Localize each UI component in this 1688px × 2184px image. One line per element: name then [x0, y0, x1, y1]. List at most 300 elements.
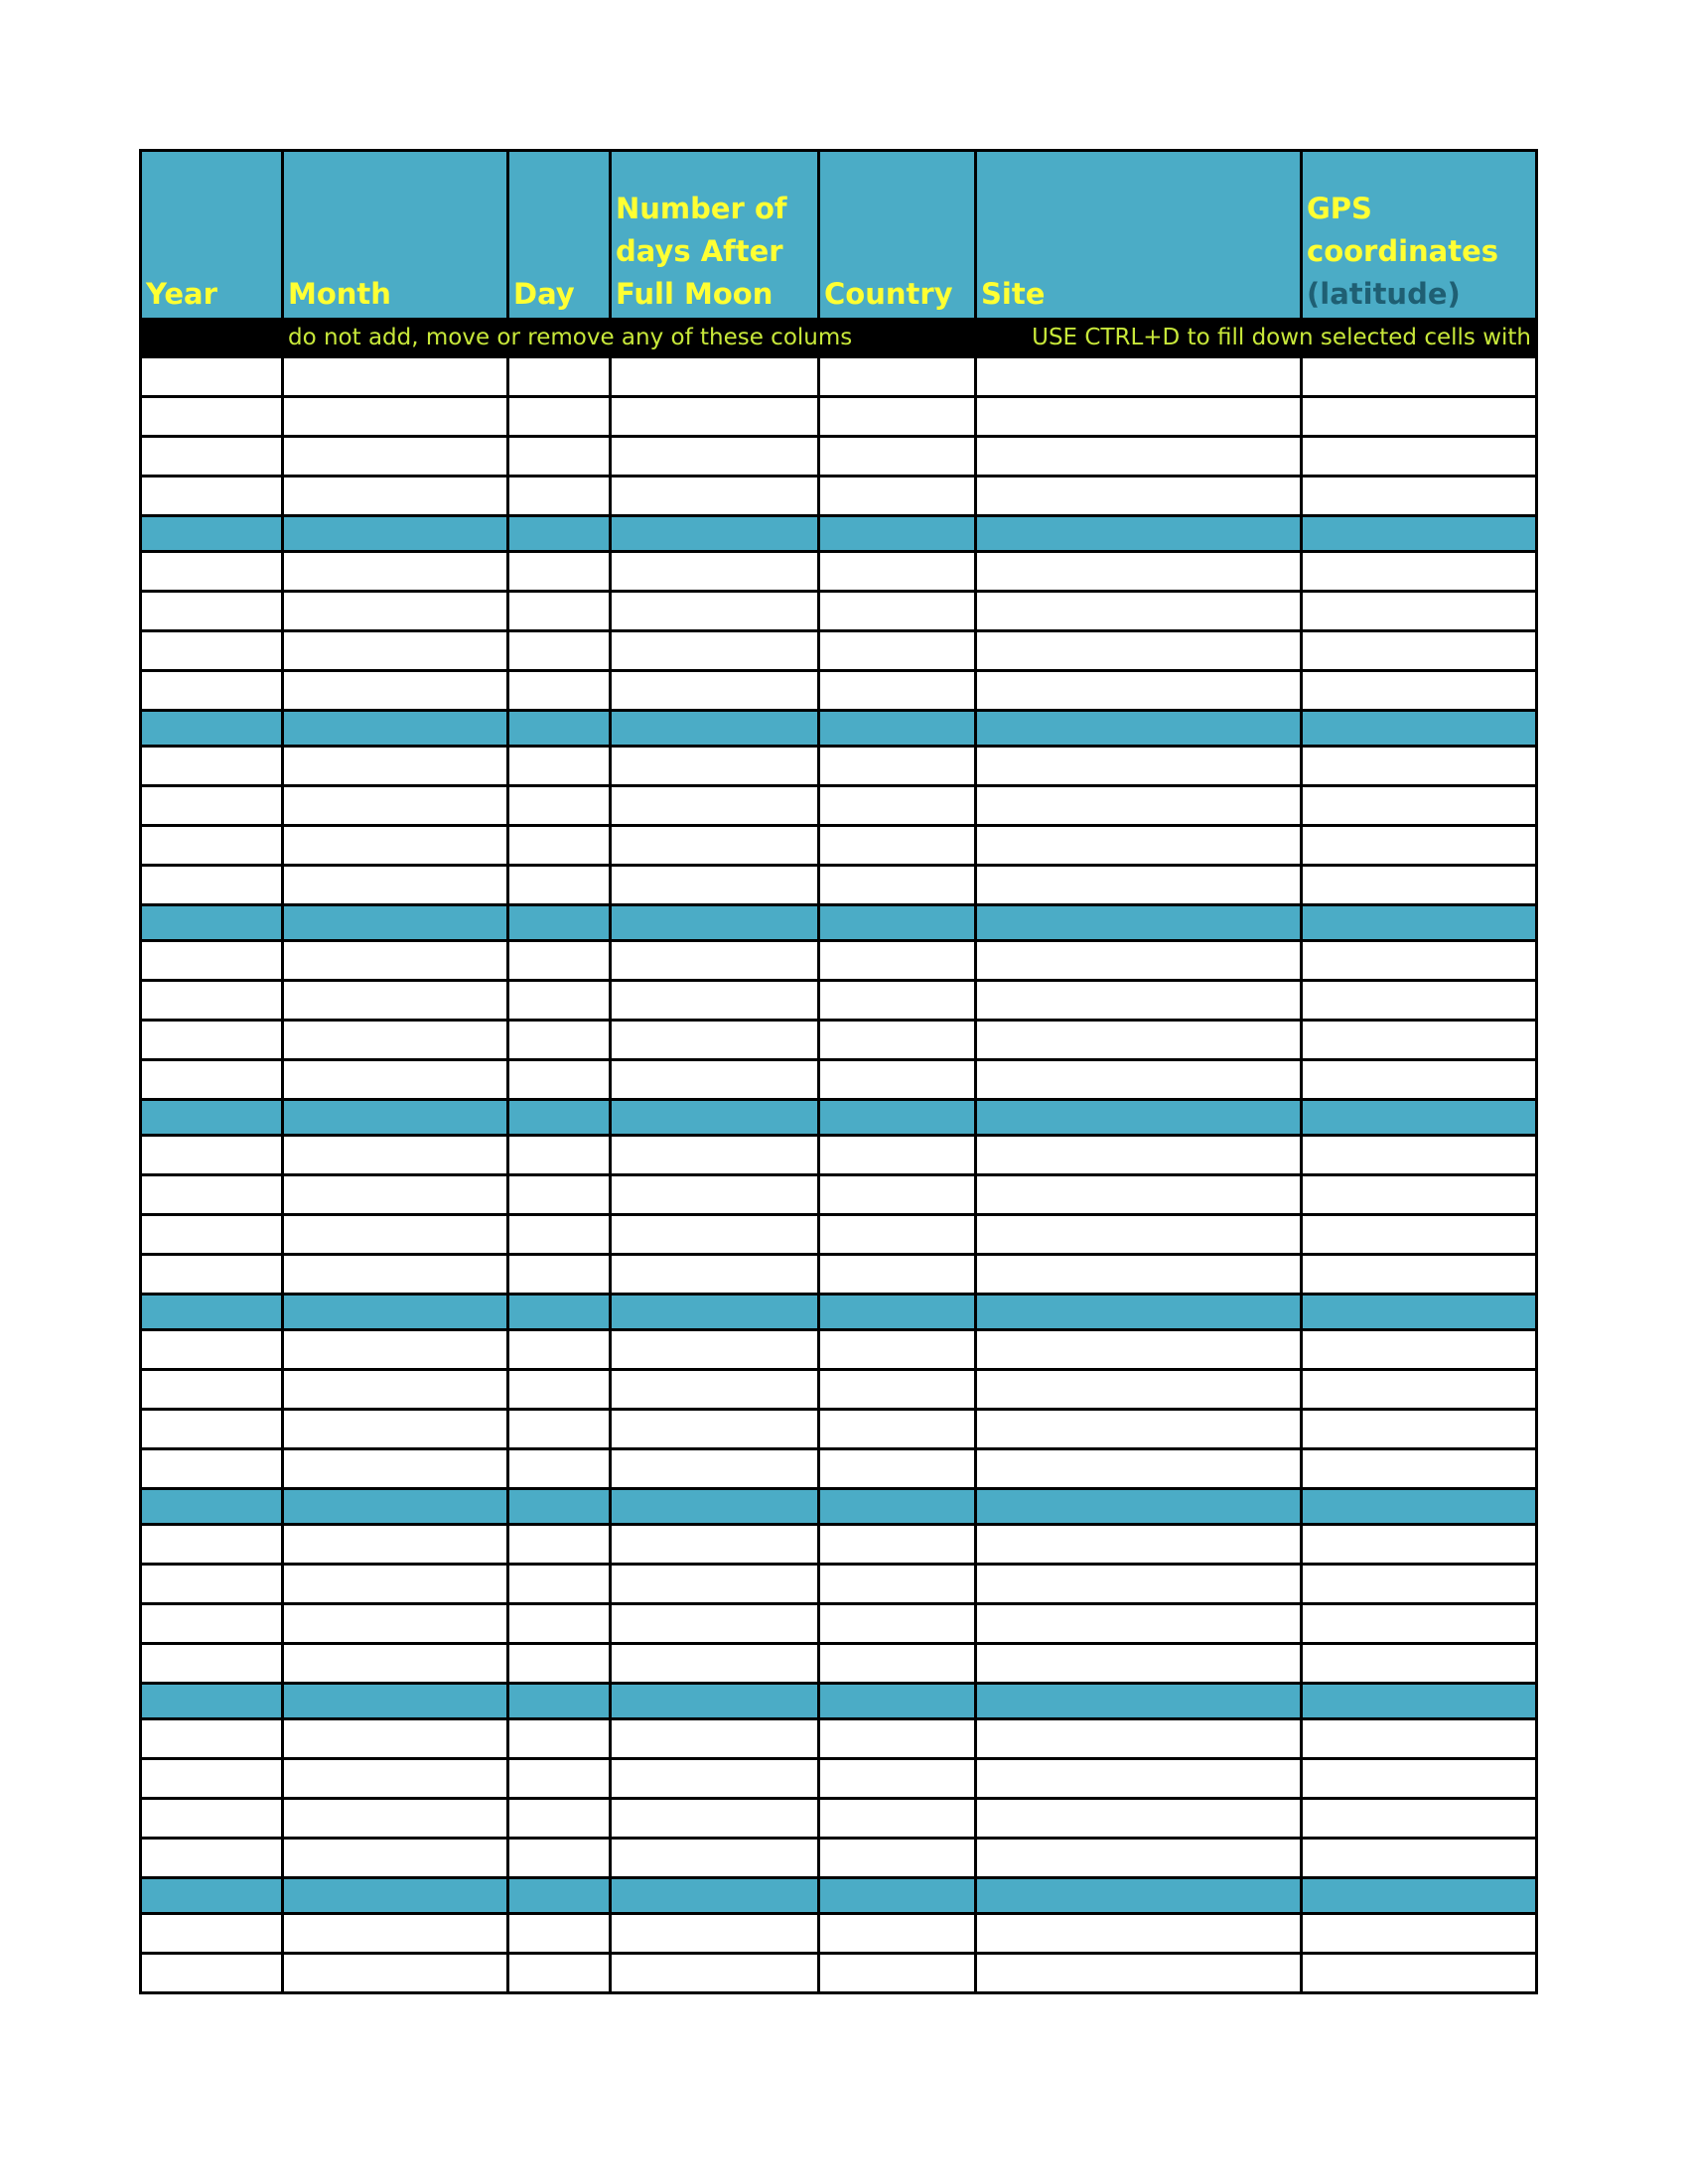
input-cell-day[interactable] — [508, 747, 611, 786]
input-cell-day[interactable] — [508, 552, 611, 592]
input-cell-gps[interactable] — [1302, 1410, 1537, 1449]
header-year[interactable]: Year — [141, 151, 283, 320]
input-cell-month[interactable] — [283, 1175, 508, 1215]
input-cell-month[interactable] — [283, 1644, 508, 1684]
input-cell-year[interactable] — [141, 1136, 283, 1175]
separator-cell-year[interactable] — [141, 1684, 283, 1719]
input-cell-country[interactable] — [819, 592, 976, 631]
input-cell-gps[interactable] — [1302, 631, 1537, 671]
input-cell-year[interactable] — [141, 1914, 283, 1954]
input-cell-site[interactable] — [976, 1449, 1302, 1489]
input-cell-gps[interactable] — [1302, 1565, 1537, 1604]
input-cell-month[interactable] — [283, 981, 508, 1021]
input-cell-year[interactable] — [141, 437, 283, 477]
input-cell-month[interactable] — [283, 1060, 508, 1100]
input-cell-country[interactable] — [819, 1370, 976, 1410]
input-cell-site[interactable] — [976, 1175, 1302, 1215]
input-cell-site[interactable] — [976, 631, 1302, 671]
input-cell-year[interactable] — [141, 1175, 283, 1215]
separator-cell-country[interactable] — [819, 711, 976, 747]
input-cell-day[interactable] — [508, 477, 611, 516]
input-cell-gps[interactable] — [1302, 1719, 1537, 1759]
input-cell-month[interactable] — [283, 941, 508, 981]
input-cell-gps[interactable] — [1302, 1021, 1537, 1060]
input-cell-day[interactable] — [508, 1410, 611, 1449]
input-cell-days-after-full-moon[interactable] — [611, 1136, 819, 1175]
separator-cell-day[interactable] — [508, 516, 611, 552]
input-cell-country[interactable] — [819, 437, 976, 477]
input-cell-month[interactable] — [283, 1021, 508, 1060]
separator-cell-site[interactable] — [976, 1100, 1302, 1136]
input-cell-site[interactable] — [976, 786, 1302, 826]
input-cell-month[interactable] — [283, 1410, 508, 1449]
input-cell-days-after-full-moon[interactable] — [611, 1021, 819, 1060]
separator-cell-year[interactable] — [141, 516, 283, 552]
input-cell-days-after-full-moon[interactable] — [611, 1255, 819, 1295]
separator-cell-country[interactable] — [819, 1684, 976, 1719]
input-cell-year[interactable] — [141, 397, 283, 437]
input-cell-gps[interactable] — [1302, 826, 1537, 866]
input-cell-country[interactable] — [819, 477, 976, 516]
input-cell-gps[interactable] — [1302, 357, 1537, 397]
input-cell-year[interactable] — [141, 1330, 283, 1370]
input-cell-country[interactable] — [819, 1060, 976, 1100]
input-cell-gps[interactable] — [1302, 1370, 1537, 1410]
separator-cell-month[interactable] — [283, 711, 508, 747]
input-cell-year[interactable] — [141, 1604, 283, 1644]
input-cell-days-after-full-moon[interactable] — [611, 631, 819, 671]
header-month[interactable]: Month — [283, 151, 508, 320]
input-cell-country[interactable] — [819, 1525, 976, 1565]
input-cell-month[interactable] — [283, 1604, 508, 1644]
input-cell-day[interactable] — [508, 1449, 611, 1489]
separator-cell-gps[interactable] — [1302, 1295, 1537, 1330]
input-cell-month[interactable] — [283, 631, 508, 671]
input-cell-site[interactable] — [976, 1799, 1302, 1839]
input-cell-days-after-full-moon[interactable] — [611, 981, 819, 1021]
input-cell-month[interactable] — [283, 866, 508, 905]
input-cell-month[interactable] — [283, 1839, 508, 1878]
separator-cell-country[interactable] — [819, 1100, 976, 1136]
input-cell-site[interactable] — [976, 1410, 1302, 1449]
input-cell-year[interactable] — [141, 1370, 283, 1410]
input-cell-year[interactable] — [141, 866, 283, 905]
input-cell-year[interactable] — [141, 1215, 283, 1255]
input-cell-gps[interactable] — [1302, 1060, 1537, 1100]
input-cell-day[interactable] — [508, 1175, 611, 1215]
input-cell-gps[interactable] — [1302, 592, 1537, 631]
input-cell-day[interactable] — [508, 671, 611, 711]
separator-cell-country[interactable] — [819, 1878, 976, 1914]
note-cell-year[interactable] — [141, 320, 283, 357]
separator-cell-site[interactable] — [976, 1684, 1302, 1719]
input-cell-country[interactable] — [819, 981, 976, 1021]
input-cell-days-after-full-moon[interactable] — [611, 1525, 819, 1565]
input-cell-year[interactable] — [141, 981, 283, 1021]
input-cell-day[interactable] — [508, 1525, 611, 1565]
input-cell-year[interactable] — [141, 1021, 283, 1060]
separator-cell-month[interactable] — [283, 1100, 508, 1136]
input-cell-days-after-full-moon[interactable] — [611, 1799, 819, 1839]
input-cell-year[interactable] — [141, 1839, 283, 1878]
input-cell-gps[interactable] — [1302, 747, 1537, 786]
input-cell-year[interactable] — [141, 671, 283, 711]
input-cell-days-after-full-moon[interactable] — [611, 786, 819, 826]
input-cell-day[interactable] — [508, 1719, 611, 1759]
input-cell-day[interactable] — [508, 1215, 611, 1255]
separator-cell-gps[interactable] — [1302, 1489, 1537, 1525]
input-cell-gps[interactable] — [1302, 1330, 1537, 1370]
input-cell-site[interactable] — [976, 1021, 1302, 1060]
note-cell-month[interactable] — [283, 320, 853, 357]
input-cell-country[interactable] — [819, 1215, 976, 1255]
separator-cell-gps[interactable] — [1302, 516, 1537, 552]
input-cell-day[interactable] — [508, 1060, 611, 1100]
input-cell-gps[interactable] — [1302, 671, 1537, 711]
separator-cell-day[interactable] — [508, 1684, 611, 1719]
input-cell-day[interactable] — [508, 592, 611, 631]
input-cell-year[interactable] — [141, 1954, 283, 1993]
input-cell-month[interactable] — [283, 1565, 508, 1604]
input-cell-month[interactable] — [283, 357, 508, 397]
input-cell-days-after-full-moon[interactable] — [611, 552, 819, 592]
input-cell-month[interactable] — [283, 786, 508, 826]
input-cell-days-after-full-moon[interactable] — [611, 1839, 819, 1878]
input-cell-month[interactable] — [283, 397, 508, 437]
input-cell-days-after-full-moon[interactable] — [611, 866, 819, 905]
input-cell-day[interactable] — [508, 1644, 611, 1684]
input-cell-days-after-full-moon[interactable] — [611, 1449, 819, 1489]
input-cell-country[interactable] — [819, 1136, 976, 1175]
input-cell-month[interactable] — [283, 1215, 508, 1255]
input-cell-site[interactable] — [976, 866, 1302, 905]
input-cell-country[interactable] — [819, 1759, 976, 1799]
input-cell-site[interactable] — [976, 1330, 1302, 1370]
input-cell-days-after-full-moon[interactable] — [611, 1215, 819, 1255]
input-cell-gps[interactable] — [1302, 1449, 1537, 1489]
input-cell-site[interactable] — [976, 1060, 1302, 1100]
input-cell-gps[interactable] — [1302, 1914, 1537, 1954]
separator-cell-days-after-full-moon[interactable] — [611, 905, 819, 941]
input-cell-days-after-full-moon[interactable] — [611, 592, 819, 631]
input-cell-days-after-full-moon[interactable] — [611, 1370, 819, 1410]
input-cell-year[interactable] — [141, 552, 283, 592]
input-cell-site[interactable] — [976, 357, 1302, 397]
input-cell-country[interactable] — [819, 1565, 976, 1604]
input-cell-country[interactable] — [819, 866, 976, 905]
input-cell-gps[interactable] — [1302, 941, 1537, 981]
input-cell-country[interactable] — [819, 1255, 976, 1295]
input-cell-year[interactable] — [141, 941, 283, 981]
input-cell-gps[interactable] — [1302, 866, 1537, 905]
input-cell-month[interactable] — [283, 437, 508, 477]
input-cell-day[interactable] — [508, 1565, 611, 1604]
input-cell-gps[interactable] — [1302, 1525, 1537, 1565]
input-cell-year[interactable] — [141, 1449, 283, 1489]
separator-cell-days-after-full-moon[interactable] — [611, 1684, 819, 1719]
separator-cell-month[interactable] — [283, 1295, 508, 1330]
separator-cell-days-after-full-moon[interactable] — [611, 1100, 819, 1136]
input-cell-country[interactable] — [819, 552, 976, 592]
input-cell-month[interactable] — [283, 1719, 508, 1759]
input-cell-site[interactable] — [976, 477, 1302, 516]
input-cell-month[interactable] — [283, 1759, 508, 1799]
separator-cell-site[interactable] — [976, 1489, 1302, 1525]
input-cell-gps[interactable] — [1302, 477, 1537, 516]
separator-cell-site[interactable] — [976, 711, 1302, 747]
input-cell-days-after-full-moon[interactable] — [611, 671, 819, 711]
input-cell-year[interactable] — [141, 631, 283, 671]
input-cell-gps[interactable] — [1302, 981, 1537, 1021]
header-gps-coordinates[interactable] — [1302, 151, 1537, 320]
input-cell-month[interactable] — [283, 1255, 508, 1295]
input-cell-day[interactable] — [508, 1330, 611, 1370]
separator-cell-year[interactable] — [141, 1295, 283, 1330]
input-cell-site[interactable] — [976, 397, 1302, 437]
input-cell-month[interactable] — [283, 1449, 508, 1489]
input-cell-gps[interactable] — [1302, 1799, 1537, 1839]
input-cell-day[interactable] — [508, 941, 611, 981]
input-cell-gps[interactable] — [1302, 1604, 1537, 1644]
input-cell-site[interactable] — [976, 1136, 1302, 1175]
input-cell-gps[interactable] — [1302, 552, 1537, 592]
input-cell-day[interactable] — [508, 1799, 611, 1839]
input-cell-year[interactable] — [141, 786, 283, 826]
input-cell-country[interactable] — [819, 1021, 976, 1060]
input-cell-country[interactable] — [819, 631, 976, 671]
input-cell-days-after-full-moon[interactable] — [611, 1759, 819, 1799]
input-cell-site[interactable] — [976, 592, 1302, 631]
input-cell-year[interactable] — [141, 1255, 283, 1295]
separator-cell-day[interactable] — [508, 711, 611, 747]
separator-cell-site[interactable] — [976, 1878, 1302, 1914]
separator-cell-site[interactable] — [976, 905, 1302, 941]
header-site[interactable]: Site — [976, 151, 1302, 320]
input-cell-year[interactable] — [141, 826, 283, 866]
separator-cell-gps[interactable] — [1302, 1878, 1537, 1914]
input-cell-month[interactable] — [283, 592, 508, 631]
input-cell-days-after-full-moon[interactable] — [611, 1954, 819, 1993]
input-cell-site[interactable] — [976, 1604, 1302, 1644]
input-cell-days-after-full-moon[interactable] — [611, 1565, 819, 1604]
input-cell-year[interactable] — [141, 357, 283, 397]
input-cell-days-after-full-moon[interactable] — [611, 1604, 819, 1644]
separator-cell-country[interactable] — [819, 905, 976, 941]
input-cell-year[interactable] — [141, 1719, 283, 1759]
input-cell-country[interactable] — [819, 826, 976, 866]
header-country[interactable]: Country — [819, 151, 976, 320]
separator-cell-gps[interactable] — [1302, 711, 1537, 747]
input-cell-site[interactable] — [976, 1644, 1302, 1684]
input-cell-country[interactable] — [819, 1799, 976, 1839]
input-cell-country[interactable] — [819, 1644, 976, 1684]
input-cell-country[interactable] — [819, 1449, 976, 1489]
separator-cell-month[interactable] — [283, 516, 508, 552]
input-cell-day[interactable] — [508, 981, 611, 1021]
input-cell-day[interactable] — [508, 397, 611, 437]
input-cell-site[interactable] — [976, 1954, 1302, 1993]
input-cell-days-after-full-moon[interactable] — [611, 1719, 819, 1759]
input-cell-country[interactable] — [819, 1604, 976, 1644]
input-cell-country[interactable] — [819, 747, 976, 786]
input-cell-day[interactable] — [508, 1370, 611, 1410]
input-cell-day[interactable] — [508, 866, 611, 905]
input-cell-month[interactable] — [283, 1954, 508, 1993]
input-cell-year[interactable] — [141, 1525, 283, 1565]
input-cell-country[interactable] — [819, 1175, 976, 1215]
separator-cell-year[interactable] — [141, 1878, 283, 1914]
separator-cell-year[interactable] — [141, 711, 283, 747]
input-cell-days-after-full-moon[interactable] — [611, 747, 819, 786]
input-cell-gps[interactable] — [1302, 786, 1537, 826]
input-cell-month[interactable] — [283, 552, 508, 592]
separator-cell-day[interactable] — [508, 1878, 611, 1914]
header-days-after-full-moon[interactable]: Number of days After Full Moon — [611, 151, 819, 320]
input-cell-days-after-full-moon[interactable] — [611, 477, 819, 516]
separator-cell-month[interactable] — [283, 1489, 508, 1525]
input-cell-site[interactable] — [976, 1370, 1302, 1410]
separator-cell-year[interactable] — [141, 1489, 283, 1525]
separator-cell-days-after-full-moon[interactable] — [611, 711, 819, 747]
input-cell-site[interactable] — [976, 1839, 1302, 1878]
input-cell-country[interactable] — [819, 1839, 976, 1878]
input-cell-gps[interactable] — [1302, 1136, 1537, 1175]
separator-cell-gps[interactable] — [1302, 1100, 1537, 1136]
separator-cell-days-after-full-moon[interactable] — [611, 1878, 819, 1914]
input-cell-day[interactable] — [508, 1954, 611, 1993]
separator-cell-day[interactable] — [508, 1295, 611, 1330]
input-cell-days-after-full-moon[interactable] — [611, 437, 819, 477]
separator-cell-days-after-full-moon[interactable] — [611, 1489, 819, 1525]
input-cell-year[interactable] — [141, 747, 283, 786]
input-cell-year[interactable] — [141, 477, 283, 516]
separator-cell-month[interactable] — [283, 1684, 508, 1719]
header-day[interactable]: Day — [508, 151, 611, 320]
input-cell-year[interactable] — [141, 1060, 283, 1100]
input-cell-country[interactable] — [819, 1330, 976, 1370]
input-cell-site[interactable] — [976, 981, 1302, 1021]
input-cell-month[interactable] — [283, 826, 508, 866]
input-cell-month[interactable] — [283, 477, 508, 516]
separator-cell-days-after-full-moon[interactable] — [611, 1295, 819, 1330]
input-cell-day[interactable] — [508, 1759, 611, 1799]
separator-cell-year[interactable] — [141, 905, 283, 941]
input-cell-month[interactable] — [283, 1799, 508, 1839]
input-cell-site[interactable] — [976, 941, 1302, 981]
input-cell-days-after-full-moon[interactable] — [611, 1410, 819, 1449]
input-cell-year[interactable] — [141, 1644, 283, 1684]
input-cell-month[interactable] — [283, 671, 508, 711]
input-cell-year[interactable] — [141, 1759, 283, 1799]
input-cell-site[interactable] — [976, 1215, 1302, 1255]
input-cell-days-after-full-moon[interactable] — [611, 397, 819, 437]
input-cell-site[interactable] — [976, 437, 1302, 477]
separator-cell-day[interactable] — [508, 1489, 611, 1525]
input-cell-site[interactable] — [976, 1255, 1302, 1295]
input-cell-site[interactable] — [976, 747, 1302, 786]
input-cell-day[interactable] — [508, 631, 611, 671]
input-cell-site[interactable] — [976, 1719, 1302, 1759]
input-cell-year[interactable] — [141, 1410, 283, 1449]
input-cell-day[interactable] — [508, 1914, 611, 1954]
input-cell-days-after-full-moon[interactable] — [611, 1060, 819, 1100]
input-cell-days-after-full-moon[interactable] — [611, 1175, 819, 1215]
input-cell-gps[interactable] — [1302, 437, 1537, 477]
input-cell-gps[interactable] — [1302, 1644, 1537, 1684]
input-cell-day[interactable] — [508, 1839, 611, 1878]
input-cell-country[interactable] — [819, 397, 976, 437]
separator-cell-site[interactable] — [976, 1295, 1302, 1330]
input-cell-country[interactable] — [819, 1954, 976, 1993]
input-cell-day[interactable] — [508, 357, 611, 397]
input-cell-site[interactable] — [976, 1525, 1302, 1565]
input-cell-month[interactable] — [283, 1330, 508, 1370]
separator-cell-site[interactable] — [976, 516, 1302, 552]
input-cell-gps[interactable] — [1302, 1759, 1537, 1799]
input-cell-country[interactable] — [819, 1719, 976, 1759]
separator-cell-gps[interactable] — [1302, 905, 1537, 941]
input-cell-day[interactable] — [508, 826, 611, 866]
input-cell-day[interactable] — [508, 1136, 611, 1175]
input-cell-days-after-full-moon[interactable] — [611, 1644, 819, 1684]
input-cell-year[interactable] — [141, 1565, 283, 1604]
input-cell-days-after-full-moon[interactable] — [611, 1330, 819, 1370]
separator-cell-day[interactable] — [508, 905, 611, 941]
input-cell-month[interactable] — [283, 1370, 508, 1410]
input-cell-country[interactable] — [819, 786, 976, 826]
note-cell-gps[interactable] — [1032, 320, 1537, 357]
input-cell-gps[interactable] — [1302, 1175, 1537, 1215]
input-cell-site[interactable] — [976, 1565, 1302, 1604]
separator-cell-month[interactable] — [283, 905, 508, 941]
input-cell-country[interactable] — [819, 357, 976, 397]
separator-cell-year[interactable] — [141, 1100, 283, 1136]
input-cell-country[interactable] — [819, 1914, 976, 1954]
input-cell-country[interactable] — [819, 1410, 976, 1449]
separator-cell-country[interactable] — [819, 1489, 976, 1525]
separator-cell-days-after-full-moon[interactable] — [611, 516, 819, 552]
input-cell-day[interactable] — [508, 1255, 611, 1295]
input-cell-country[interactable] — [819, 941, 976, 981]
input-cell-year[interactable] — [141, 1799, 283, 1839]
input-cell-country[interactable] — [819, 671, 976, 711]
input-cell-month[interactable] — [283, 747, 508, 786]
separator-cell-gps[interactable] — [1302, 1684, 1537, 1719]
input-cell-days-after-full-moon[interactable] — [611, 941, 819, 981]
input-cell-year[interactable] — [141, 592, 283, 631]
input-cell-month[interactable] — [283, 1525, 508, 1565]
input-cell-gps[interactable] — [1302, 1839, 1537, 1878]
input-cell-month[interactable] — [283, 1914, 508, 1954]
input-cell-site[interactable] — [976, 671, 1302, 711]
input-cell-day[interactable] — [508, 1021, 611, 1060]
separator-cell-country[interactable] — [819, 1295, 976, 1330]
input-cell-month[interactable] — [283, 1136, 508, 1175]
input-cell-gps[interactable] — [1302, 1215, 1537, 1255]
input-cell-site[interactable] — [976, 826, 1302, 866]
input-cell-site[interactable] — [976, 552, 1302, 592]
input-cell-gps[interactable] — [1302, 1255, 1537, 1295]
input-cell-site[interactable] — [976, 1914, 1302, 1954]
input-cell-days-after-full-moon[interactable] — [611, 826, 819, 866]
input-cell-day[interactable] — [508, 786, 611, 826]
input-cell-day[interactable] — [508, 437, 611, 477]
input-cell-gps[interactable] — [1302, 397, 1537, 437]
input-cell-days-after-full-moon[interactable] — [611, 357, 819, 397]
separator-cell-day[interactable] — [508, 1100, 611, 1136]
separator-cell-country[interactable] — [819, 516, 976, 552]
input-cell-gps[interactable] — [1302, 1954, 1537, 1993]
